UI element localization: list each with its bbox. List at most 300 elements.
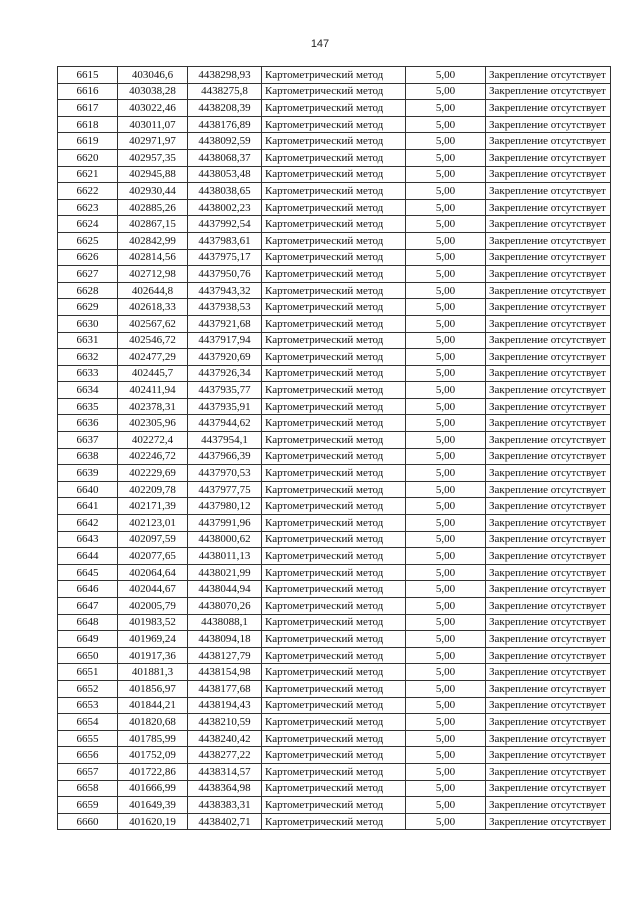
fixation-cell: Закрепление отсутствует xyxy=(486,614,611,631)
y-coordinate-cell: 4438298,93 xyxy=(188,67,262,84)
y-coordinate-cell: 4437980,12 xyxy=(188,498,262,515)
point-number-cell: 6620 xyxy=(58,149,118,166)
method-cell: Картометрический метод xyxy=(262,448,406,465)
y-coordinate-cell: 4438021,99 xyxy=(188,564,262,581)
method-cell: Картометрический метод xyxy=(262,67,406,84)
y-coordinate-cell: 4437975,17 xyxy=(188,249,262,266)
point-number-cell: 6619 xyxy=(58,133,118,150)
accuracy-cell: 5,00 xyxy=(406,249,486,266)
point-number-cell: 6624 xyxy=(58,216,118,233)
y-coordinate-cell: 4437992,54 xyxy=(188,216,262,233)
x-coordinate-cell: 401666,99 xyxy=(118,780,188,797)
x-coordinate-cell: 401969,24 xyxy=(118,631,188,648)
point-number-cell: 6655 xyxy=(58,730,118,747)
x-coordinate-cell: 402077,65 xyxy=(118,548,188,565)
x-coordinate-cell: 402123,01 xyxy=(118,515,188,532)
accuracy-cell: 5,00 xyxy=(406,166,486,183)
x-coordinate-cell: 402842,99 xyxy=(118,232,188,249)
fixation-cell: Закрепление отсутствует xyxy=(486,680,611,697)
accuracy-cell: 5,00 xyxy=(406,647,486,664)
accuracy-cell: 5,00 xyxy=(406,548,486,565)
accuracy-cell: 5,00 xyxy=(406,515,486,532)
x-coordinate-cell: 402885,26 xyxy=(118,199,188,216)
table-row xyxy=(58,647,611,664)
y-coordinate-cell: 4437935,91 xyxy=(188,398,262,415)
table-row xyxy=(58,232,611,249)
method-cell: Картометрический метод xyxy=(262,747,406,764)
point-number-cell: 6659 xyxy=(58,797,118,814)
method-cell: Картометрический метод xyxy=(262,465,406,482)
method-cell: Картометрический метод xyxy=(262,714,406,731)
point-number-cell: 6652 xyxy=(58,680,118,697)
x-coordinate-cell: 402229,69 xyxy=(118,465,188,482)
method-cell: Картометрический метод xyxy=(262,83,406,100)
x-coordinate-cell: 402546,72 xyxy=(118,332,188,349)
table-row xyxy=(58,730,611,747)
y-coordinate-cell: 4438094,18 xyxy=(188,631,262,648)
y-coordinate-cell: 4438011,13 xyxy=(188,548,262,565)
fixation-cell: Закрепление отсутствует xyxy=(486,448,611,465)
x-coordinate-cell: 402064,64 xyxy=(118,564,188,581)
x-coordinate-cell: 402930,44 xyxy=(118,183,188,200)
accuracy-cell: 5,00 xyxy=(406,448,486,465)
method-cell: Картометрический метод xyxy=(262,680,406,697)
accuracy-cell: 5,00 xyxy=(406,614,486,631)
accuracy-cell: 5,00 xyxy=(406,564,486,581)
fixation-cell: Закрепление отсутствует xyxy=(486,299,611,316)
fixation-cell: Закрепление отсутствует xyxy=(486,100,611,117)
table-row xyxy=(58,166,611,183)
table-row xyxy=(58,697,611,714)
method-cell: Картометрический метод xyxy=(262,697,406,714)
table-row xyxy=(58,83,611,100)
accuracy-cell: 5,00 xyxy=(406,581,486,598)
method-cell: Картометрический метод xyxy=(262,581,406,598)
point-number-cell: 6621 xyxy=(58,166,118,183)
fixation-cell: Закрепление отсутствует xyxy=(486,797,611,814)
method-cell: Картометрический метод xyxy=(262,282,406,299)
method-cell: Картометрический метод xyxy=(262,730,406,747)
table-row xyxy=(58,349,611,366)
method-cell: Картометрический метод xyxy=(262,432,406,449)
table-row xyxy=(58,680,611,697)
y-coordinate-cell: 4438154,98 xyxy=(188,664,262,681)
table-row xyxy=(58,598,611,615)
method-cell: Картометрический метод xyxy=(262,249,406,266)
x-coordinate-cell: 402044,67 xyxy=(118,581,188,598)
method-cell: Картометрический метод xyxy=(262,813,406,830)
accuracy-cell: 5,00 xyxy=(406,100,486,117)
point-number-cell: 6648 xyxy=(58,614,118,631)
x-coordinate-cell: 401983,52 xyxy=(118,614,188,631)
x-coordinate-cell: 401752,09 xyxy=(118,747,188,764)
x-coordinate-cell: 402971,97 xyxy=(118,133,188,150)
fixation-cell: Закрепление отсутствует xyxy=(486,730,611,747)
table-row xyxy=(58,266,611,283)
table-row xyxy=(58,199,611,216)
fixation-cell: Закрепление отсутствует xyxy=(486,216,611,233)
point-number-cell: 6618 xyxy=(58,116,118,133)
point-number-cell: 6633 xyxy=(58,365,118,382)
y-coordinate-cell: 4437950,76 xyxy=(188,266,262,283)
table-row xyxy=(58,631,611,648)
fixation-cell: Закрепление отсутствует xyxy=(486,481,611,498)
y-coordinate-cell: 4438070,26 xyxy=(188,598,262,615)
point-number-cell: 6638 xyxy=(58,448,118,465)
x-coordinate-cell: 402945,88 xyxy=(118,166,188,183)
method-cell: Картометрический метод xyxy=(262,315,406,332)
y-coordinate-cell: 4438002,23 xyxy=(188,199,262,216)
x-coordinate-cell: 402477,29 xyxy=(118,349,188,366)
fixation-cell: Закрепление отсутствует xyxy=(486,332,611,349)
y-coordinate-cell: 4437935,77 xyxy=(188,382,262,399)
method-cell: Картометрический метод xyxy=(262,398,406,415)
x-coordinate-cell: 402411,94 xyxy=(118,382,188,399)
fixation-cell: Закрепление отсутствует xyxy=(486,266,611,283)
fixation-cell: Закрепление отсутствует xyxy=(486,149,611,166)
accuracy-cell: 5,00 xyxy=(406,83,486,100)
method-cell: Картометрический метод xyxy=(262,498,406,515)
point-number-cell: 6645 xyxy=(58,564,118,581)
table-row xyxy=(58,100,611,117)
x-coordinate-cell: 402305,96 xyxy=(118,415,188,432)
y-coordinate-cell: 4437943,32 xyxy=(188,282,262,299)
y-coordinate-cell: 4437917,94 xyxy=(188,332,262,349)
table-row xyxy=(58,67,611,84)
y-coordinate-cell: 4437921,68 xyxy=(188,315,262,332)
y-coordinate-cell: 4438177,68 xyxy=(188,680,262,697)
accuracy-cell: 5,00 xyxy=(406,282,486,299)
method-cell: Картометрический метод xyxy=(262,531,406,548)
y-coordinate-cell: 4437983,61 xyxy=(188,232,262,249)
x-coordinate-cell: 403046,6 xyxy=(118,67,188,84)
table-row xyxy=(58,564,611,581)
fixation-cell: Закрепление отсутствует xyxy=(486,133,611,150)
x-coordinate-cell: 402171,39 xyxy=(118,498,188,515)
method-cell: Картометрический метод xyxy=(262,349,406,366)
method-cell: Картометрический метод xyxy=(262,664,406,681)
fixation-cell: Закрепление отсутствует xyxy=(486,647,611,664)
accuracy-cell: 5,00 xyxy=(406,382,486,399)
y-coordinate-cell: 4438402,71 xyxy=(188,813,262,830)
y-coordinate-cell: 4437944,62 xyxy=(188,415,262,432)
table-row xyxy=(58,299,611,316)
x-coordinate-cell: 403022,46 xyxy=(118,100,188,117)
method-cell: Картометрический метод xyxy=(262,564,406,581)
accuracy-cell: 5,00 xyxy=(406,531,486,548)
accuracy-cell: 5,00 xyxy=(406,133,486,150)
y-coordinate-cell: 4438314,57 xyxy=(188,763,262,780)
accuracy-cell: 5,00 xyxy=(406,349,486,366)
x-coordinate-cell: 402272,4 xyxy=(118,432,188,449)
y-coordinate-cell: 4438210,59 xyxy=(188,714,262,731)
accuracy-cell: 5,00 xyxy=(406,714,486,731)
point-number-cell: 6634 xyxy=(58,382,118,399)
table-row xyxy=(58,398,611,415)
x-coordinate-cell: 401820,68 xyxy=(118,714,188,731)
point-number-cell: 6658 xyxy=(58,780,118,797)
point-number-cell: 6626 xyxy=(58,249,118,266)
point-number-cell: 6636 xyxy=(58,415,118,432)
table-row xyxy=(58,415,611,432)
coordinates-table xyxy=(57,66,611,830)
fixation-cell: Закрепление отсутствует xyxy=(486,498,611,515)
y-coordinate-cell: 4438277,22 xyxy=(188,747,262,764)
fixation-cell: Закрепление отсутствует xyxy=(486,813,611,830)
fixation-cell: Закрепление отсутствует xyxy=(486,282,611,299)
fixation-cell: Закрепление отсутствует xyxy=(486,697,611,714)
x-coordinate-cell: 402814,56 xyxy=(118,249,188,266)
method-cell: Картометрический метод xyxy=(262,598,406,615)
point-number-cell: 6660 xyxy=(58,813,118,830)
table-row xyxy=(58,797,611,814)
fixation-cell: Закрепление отсутствует xyxy=(486,763,611,780)
accuracy-cell: 5,00 xyxy=(406,797,486,814)
y-coordinate-cell: 4438240,42 xyxy=(188,730,262,747)
y-coordinate-cell: 4438127,79 xyxy=(188,647,262,664)
x-coordinate-cell: 402644,8 xyxy=(118,282,188,299)
table-body xyxy=(58,67,611,830)
table-row xyxy=(58,282,611,299)
y-coordinate-cell: 4437977,75 xyxy=(188,481,262,498)
y-coordinate-cell: 4438092,59 xyxy=(188,133,262,150)
table-row xyxy=(58,432,611,449)
accuracy-cell: 5,00 xyxy=(406,67,486,84)
y-coordinate-cell: 4437991,96 xyxy=(188,515,262,532)
fixation-cell: Закрепление отсутствует xyxy=(486,166,611,183)
table-row xyxy=(58,515,611,532)
x-coordinate-cell: 401649,39 xyxy=(118,797,188,814)
y-coordinate-cell: 4438275,8 xyxy=(188,83,262,100)
fixation-cell: Закрепление отсутствует xyxy=(486,581,611,598)
table-row xyxy=(58,365,611,382)
fixation-cell: Закрепление отсутствует xyxy=(486,199,611,216)
table-row xyxy=(58,332,611,349)
accuracy-cell: 5,00 xyxy=(406,730,486,747)
point-number-cell: 6631 xyxy=(58,332,118,349)
method-cell: Картометрический метод xyxy=(262,183,406,200)
table-row xyxy=(58,813,611,830)
accuracy-cell: 5,00 xyxy=(406,232,486,249)
accuracy-cell: 5,00 xyxy=(406,432,486,449)
fixation-cell: Закрепление отсутствует xyxy=(486,232,611,249)
method-cell: Картометрический метод xyxy=(262,415,406,432)
y-coordinate-cell: 4438038,65 xyxy=(188,183,262,200)
accuracy-cell: 5,00 xyxy=(406,365,486,382)
method-cell: Картометрический метод xyxy=(262,382,406,399)
y-coordinate-cell: 4438383,31 xyxy=(188,797,262,814)
fixation-cell: Закрепление отсутствует xyxy=(486,714,611,731)
fixation-cell: Закрепление отсутствует xyxy=(486,415,611,432)
y-coordinate-cell: 4437970,53 xyxy=(188,465,262,482)
fixation-cell: Закрепление отсутствует xyxy=(486,349,611,366)
y-coordinate-cell: 4437926,34 xyxy=(188,365,262,382)
fixation-cell: Закрепление отсутствует xyxy=(486,598,611,615)
accuracy-cell: 5,00 xyxy=(406,299,486,316)
point-number-cell: 6622 xyxy=(58,183,118,200)
point-number-cell: 6637 xyxy=(58,432,118,449)
method-cell: Картометрический метод xyxy=(262,166,406,183)
table-row xyxy=(58,315,611,332)
table-row xyxy=(58,531,611,548)
accuracy-cell: 5,00 xyxy=(406,598,486,615)
accuracy-cell: 5,00 xyxy=(406,631,486,648)
accuracy-cell: 5,00 xyxy=(406,332,486,349)
table-row xyxy=(58,664,611,681)
y-coordinate-cell: 4438194,43 xyxy=(188,697,262,714)
x-coordinate-cell: 401881,3 xyxy=(118,664,188,681)
table-row xyxy=(58,747,611,764)
accuracy-cell: 5,00 xyxy=(406,266,486,283)
method-cell: Картометрический метод xyxy=(262,199,406,216)
method-cell: Картометрический метод xyxy=(262,365,406,382)
table-row xyxy=(58,614,611,631)
x-coordinate-cell: 403038,28 xyxy=(118,83,188,100)
point-number-cell: 6630 xyxy=(58,315,118,332)
accuracy-cell: 5,00 xyxy=(406,498,486,515)
y-coordinate-cell: 4438088,1 xyxy=(188,614,262,631)
fixation-cell: Закрепление отсутствует xyxy=(486,515,611,532)
y-coordinate-cell: 4437954,1 xyxy=(188,432,262,449)
accuracy-cell: 5,00 xyxy=(406,183,486,200)
point-number-cell: 6656 xyxy=(58,747,118,764)
x-coordinate-cell: 401844,21 xyxy=(118,697,188,714)
method-cell: Картометрический метод xyxy=(262,515,406,532)
fixation-cell: Закрепление отсутствует xyxy=(486,365,611,382)
table-row xyxy=(58,116,611,133)
x-coordinate-cell: 402246,72 xyxy=(118,448,188,465)
accuracy-cell: 5,00 xyxy=(406,813,486,830)
x-coordinate-cell: 402378,31 xyxy=(118,398,188,415)
x-coordinate-cell: 403011,07 xyxy=(118,116,188,133)
accuracy-cell: 5,00 xyxy=(406,116,486,133)
point-number-cell: 6644 xyxy=(58,548,118,565)
method-cell: Картометрический метод xyxy=(262,763,406,780)
point-number-cell: 6623 xyxy=(58,199,118,216)
point-number-cell: 6617 xyxy=(58,100,118,117)
x-coordinate-cell: 402867,15 xyxy=(118,216,188,233)
point-number-cell: 6629 xyxy=(58,299,118,316)
table-row xyxy=(58,581,611,598)
y-coordinate-cell: 4438000,62 xyxy=(188,531,262,548)
method-cell: Картометрический метод xyxy=(262,149,406,166)
accuracy-cell: 5,00 xyxy=(406,398,486,415)
point-number-cell: 6647 xyxy=(58,598,118,615)
fixation-cell: Закрепление отсутствует xyxy=(486,249,611,266)
fixation-cell: Закрепление отсутствует xyxy=(486,631,611,648)
table-row xyxy=(58,149,611,166)
fixation-cell: Закрепление отсутствует xyxy=(486,548,611,565)
fixation-cell: Закрепление отсутствует xyxy=(486,83,611,100)
accuracy-cell: 5,00 xyxy=(406,415,486,432)
y-coordinate-cell: 4437966,39 xyxy=(188,448,262,465)
table-row xyxy=(58,548,611,565)
x-coordinate-cell: 402209,78 xyxy=(118,481,188,498)
accuracy-cell: 5,00 xyxy=(406,697,486,714)
method-cell: Картометрический метод xyxy=(262,614,406,631)
y-coordinate-cell: 4438208,39 xyxy=(188,100,262,117)
accuracy-cell: 5,00 xyxy=(406,664,486,681)
accuracy-cell: 5,00 xyxy=(406,680,486,697)
point-number-cell: 6640 xyxy=(58,481,118,498)
x-coordinate-cell: 402618,33 xyxy=(118,299,188,316)
point-number-cell: 6632 xyxy=(58,349,118,366)
point-number-cell: 6615 xyxy=(58,67,118,84)
y-coordinate-cell: 4437938,53 xyxy=(188,299,262,316)
accuracy-cell: 5,00 xyxy=(406,199,486,216)
accuracy-cell: 5,00 xyxy=(406,315,486,332)
table-row xyxy=(58,382,611,399)
accuracy-cell: 5,00 xyxy=(406,465,486,482)
method-cell: Картометрический метод xyxy=(262,631,406,648)
method-cell: Картометрический метод xyxy=(262,266,406,283)
point-number-cell: 6650 xyxy=(58,647,118,664)
method-cell: Картометрический метод xyxy=(262,548,406,565)
method-cell: Картометрический метод xyxy=(262,332,406,349)
y-coordinate-cell: 4438053,48 xyxy=(188,166,262,183)
accuracy-cell: 5,00 xyxy=(406,747,486,764)
method-cell: Картометрический метод xyxy=(262,481,406,498)
x-coordinate-cell: 402097,59 xyxy=(118,531,188,548)
y-coordinate-cell: 4438176,89 xyxy=(188,116,262,133)
table-row xyxy=(58,448,611,465)
page-number: 147 xyxy=(310,38,330,50)
table-row xyxy=(58,498,611,515)
method-cell: Картометрический метод xyxy=(262,116,406,133)
table-row xyxy=(58,763,611,780)
point-number-cell: 6651 xyxy=(58,664,118,681)
y-coordinate-cell: 4438068,37 xyxy=(188,149,262,166)
x-coordinate-cell: 402005,79 xyxy=(118,598,188,615)
x-coordinate-cell: 401620,19 xyxy=(118,813,188,830)
x-coordinate-cell: 402567,62 xyxy=(118,315,188,332)
point-number-cell: 6641 xyxy=(58,498,118,515)
fixation-cell: Закрепление отсутствует xyxy=(486,564,611,581)
table-row xyxy=(58,714,611,731)
x-coordinate-cell: 401856,97 xyxy=(118,680,188,697)
method-cell: Картометрический метод xyxy=(262,216,406,233)
point-number-cell: 6654 xyxy=(58,714,118,731)
table-row xyxy=(58,780,611,797)
x-coordinate-cell: 402712,98 xyxy=(118,266,188,283)
point-number-cell: 6625 xyxy=(58,232,118,249)
x-coordinate-cell: 402957,35 xyxy=(118,149,188,166)
fixation-cell: Закрепление отсутствует xyxy=(486,531,611,548)
method-cell: Картометрический метод xyxy=(262,797,406,814)
table-row xyxy=(58,465,611,482)
accuracy-cell: 5,00 xyxy=(406,216,486,233)
x-coordinate-cell: 401722,86 xyxy=(118,763,188,780)
method-cell: Картометрический метод xyxy=(262,780,406,797)
fixation-cell: Закрепление отсутствует xyxy=(486,382,611,399)
fixation-cell: Закрепление отсутствует xyxy=(486,315,611,332)
table-row xyxy=(58,216,611,233)
point-number-cell: 6653 xyxy=(58,697,118,714)
table-row xyxy=(58,249,611,266)
method-cell: Картометрический метод xyxy=(262,100,406,117)
fixation-cell: Закрепление отсутствует xyxy=(486,664,611,681)
table-row xyxy=(58,183,611,200)
table-row xyxy=(58,481,611,498)
table-row xyxy=(58,133,611,150)
point-number-cell: 6628 xyxy=(58,282,118,299)
point-number-cell: 6657 xyxy=(58,763,118,780)
fixation-cell: Закрепление отсутствует xyxy=(486,183,611,200)
fixation-cell: Закрепление отсутствует xyxy=(486,780,611,797)
method-cell: Картометрический метод xyxy=(262,647,406,664)
point-number-cell: 6616 xyxy=(58,83,118,100)
point-number-cell: 6639 xyxy=(58,465,118,482)
